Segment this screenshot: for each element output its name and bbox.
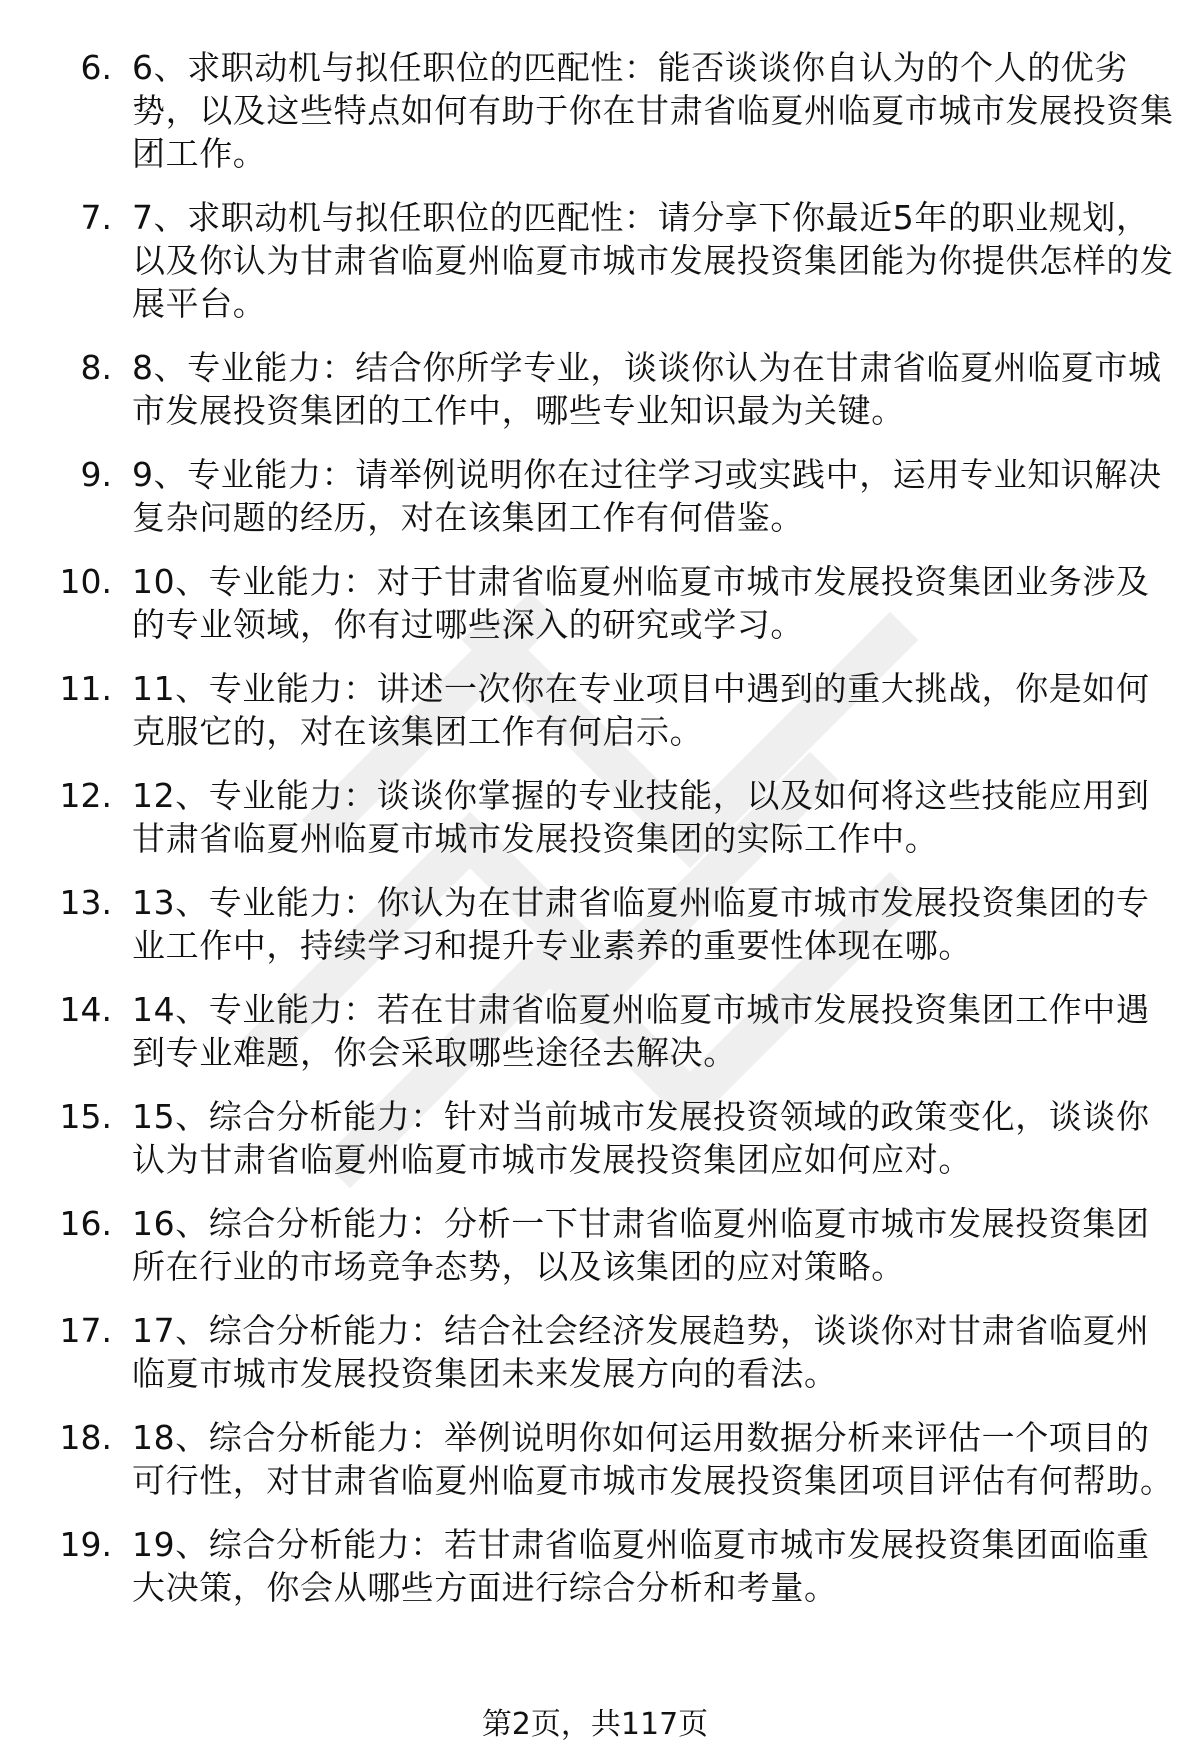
question-number: 12. — [59, 776, 112, 815]
question-number: 19. — [59, 1525, 112, 1564]
question-item — [0, 1202, 1190, 1288]
question-text: 16、综合分析能力：分析一下甘肃省临夏州临夏市城市发展投资集团所在行业的市场竞争态势，以及该集团的应对策略。 — [132, 1204, 1150, 1286]
question-item — [0, 774, 1190, 860]
question-text: 14、专业能力：若在甘肃省临夏州临夏市城市发展投资集团工作中遇到专业难题，你会采取哪些途径去解决。 — [132, 990, 1150, 1072]
question-item — [0, 667, 1190, 753]
question-item — [0, 196, 1190, 325]
question-text: 13、专业能力：你认为在甘肃省临夏州临夏市城市发展投资集团的专业工作中，持续学习和提升专业素养的重要性体现在哪。 — [132, 883, 1150, 965]
page-footer — [0, 1705, 1190, 1745]
question-number: 9. — [80, 455, 112, 494]
question-list — [0, 46, 1190, 1630]
question-text: 15、综合分析能力：针对当前城市发展投资领域的政策变化，谈谈你认为甘肃省临夏州临夏市城市发展投资集团应如何应对。 — [132, 1097, 1150, 1179]
question-text: 18、综合分析能力：举例说明你如何运用数据分析来评估一个项目的可行性，对甘肃省临夏州临夏市城市发展投资集团项目评估有何帮助。 — [132, 1418, 1174, 1500]
question-text: 12、专业能力：谈谈你掌握的专业技能，以及如何将这些技能应用到甘肃省临夏州临夏市城市发展投资集团的实际工作中。 — [132, 776, 1150, 858]
question-item — [0, 881, 1190, 967]
question-text: 9、专业能力：请举例说明你在过往学习或实践中，运用专业知识解决复杂问题的经历，对在该集团工作有何借鉴。 — [132, 455, 1162, 537]
question-item — [0, 560, 1190, 646]
question-text: 7、求职动机与拟任职位的匹配性：请分享下你最近5年的职业规划，以及你认为甘肃省临夏州临夏市城市发展投资集团能为你提供怎样的发展平台。 — [132, 198, 1174, 323]
question-number: 8. — [80, 348, 112, 387]
question-number: 14. — [59, 990, 112, 1029]
question-number: 6. — [80, 48, 112, 87]
question-item — [0, 1309, 1190, 1395]
question-item — [0, 1416, 1190, 1502]
question-text: 11、专业能力：讲述一次你在专业项目中遇到的重大挑战，你是如何克服它的，对在该集团工作有何启示。 — [132, 669, 1150, 751]
question-item — [0, 346, 1190, 432]
question-item — [0, 1523, 1190, 1609]
question-number: 13. — [59, 883, 112, 922]
question-text: 6、求职动机与拟任职位的匹配性：能否谈谈你自认为的个人的优劣势，以及这些特点如何有助于你在甘肃省临夏州临夏市城市发展投资集团工作。 — [132, 48, 1174, 173]
question-item — [0, 46, 1190, 175]
page-number-label: 第2页，共117页 — [481, 1707, 709, 1742]
question-number: 16. — [59, 1204, 112, 1243]
question-text: 17、综合分析能力：结合社会经济发展趋势，谈谈你对甘肃省临夏州临夏市城市发展投资集团未来发展方向的看法。 — [132, 1311, 1150, 1393]
question-number: 11. — [59, 669, 112, 708]
question-number: 15. — [59, 1097, 112, 1136]
question-number: 17. — [59, 1311, 112, 1350]
question-text: 19、综合分析能力：若甘肃省临夏州临夏市城市发展投资集团面临重大决策，你会从哪些方面进行综合分析和考量。 — [132, 1525, 1150, 1607]
question-item — [0, 1095, 1190, 1181]
question-item — [0, 453, 1190, 539]
question-text: 8、专业能力：结合你所学专业，谈谈你认为在甘肃省临夏州临夏市城市发展投资集团的工作中，哪些专业知识最为关键。 — [132, 348, 1162, 430]
question-number: 18. — [59, 1418, 112, 1457]
question-text: 10、专业能力：对于甘肃省临夏州临夏市城市发展投资集团业务涉及的专业领域，你有过哪些深入的研究或学习。 — [132, 562, 1150, 644]
question-item — [0, 988, 1190, 1074]
question-number: 7. — [80, 198, 112, 237]
question-number: 10. — [59, 562, 112, 601]
